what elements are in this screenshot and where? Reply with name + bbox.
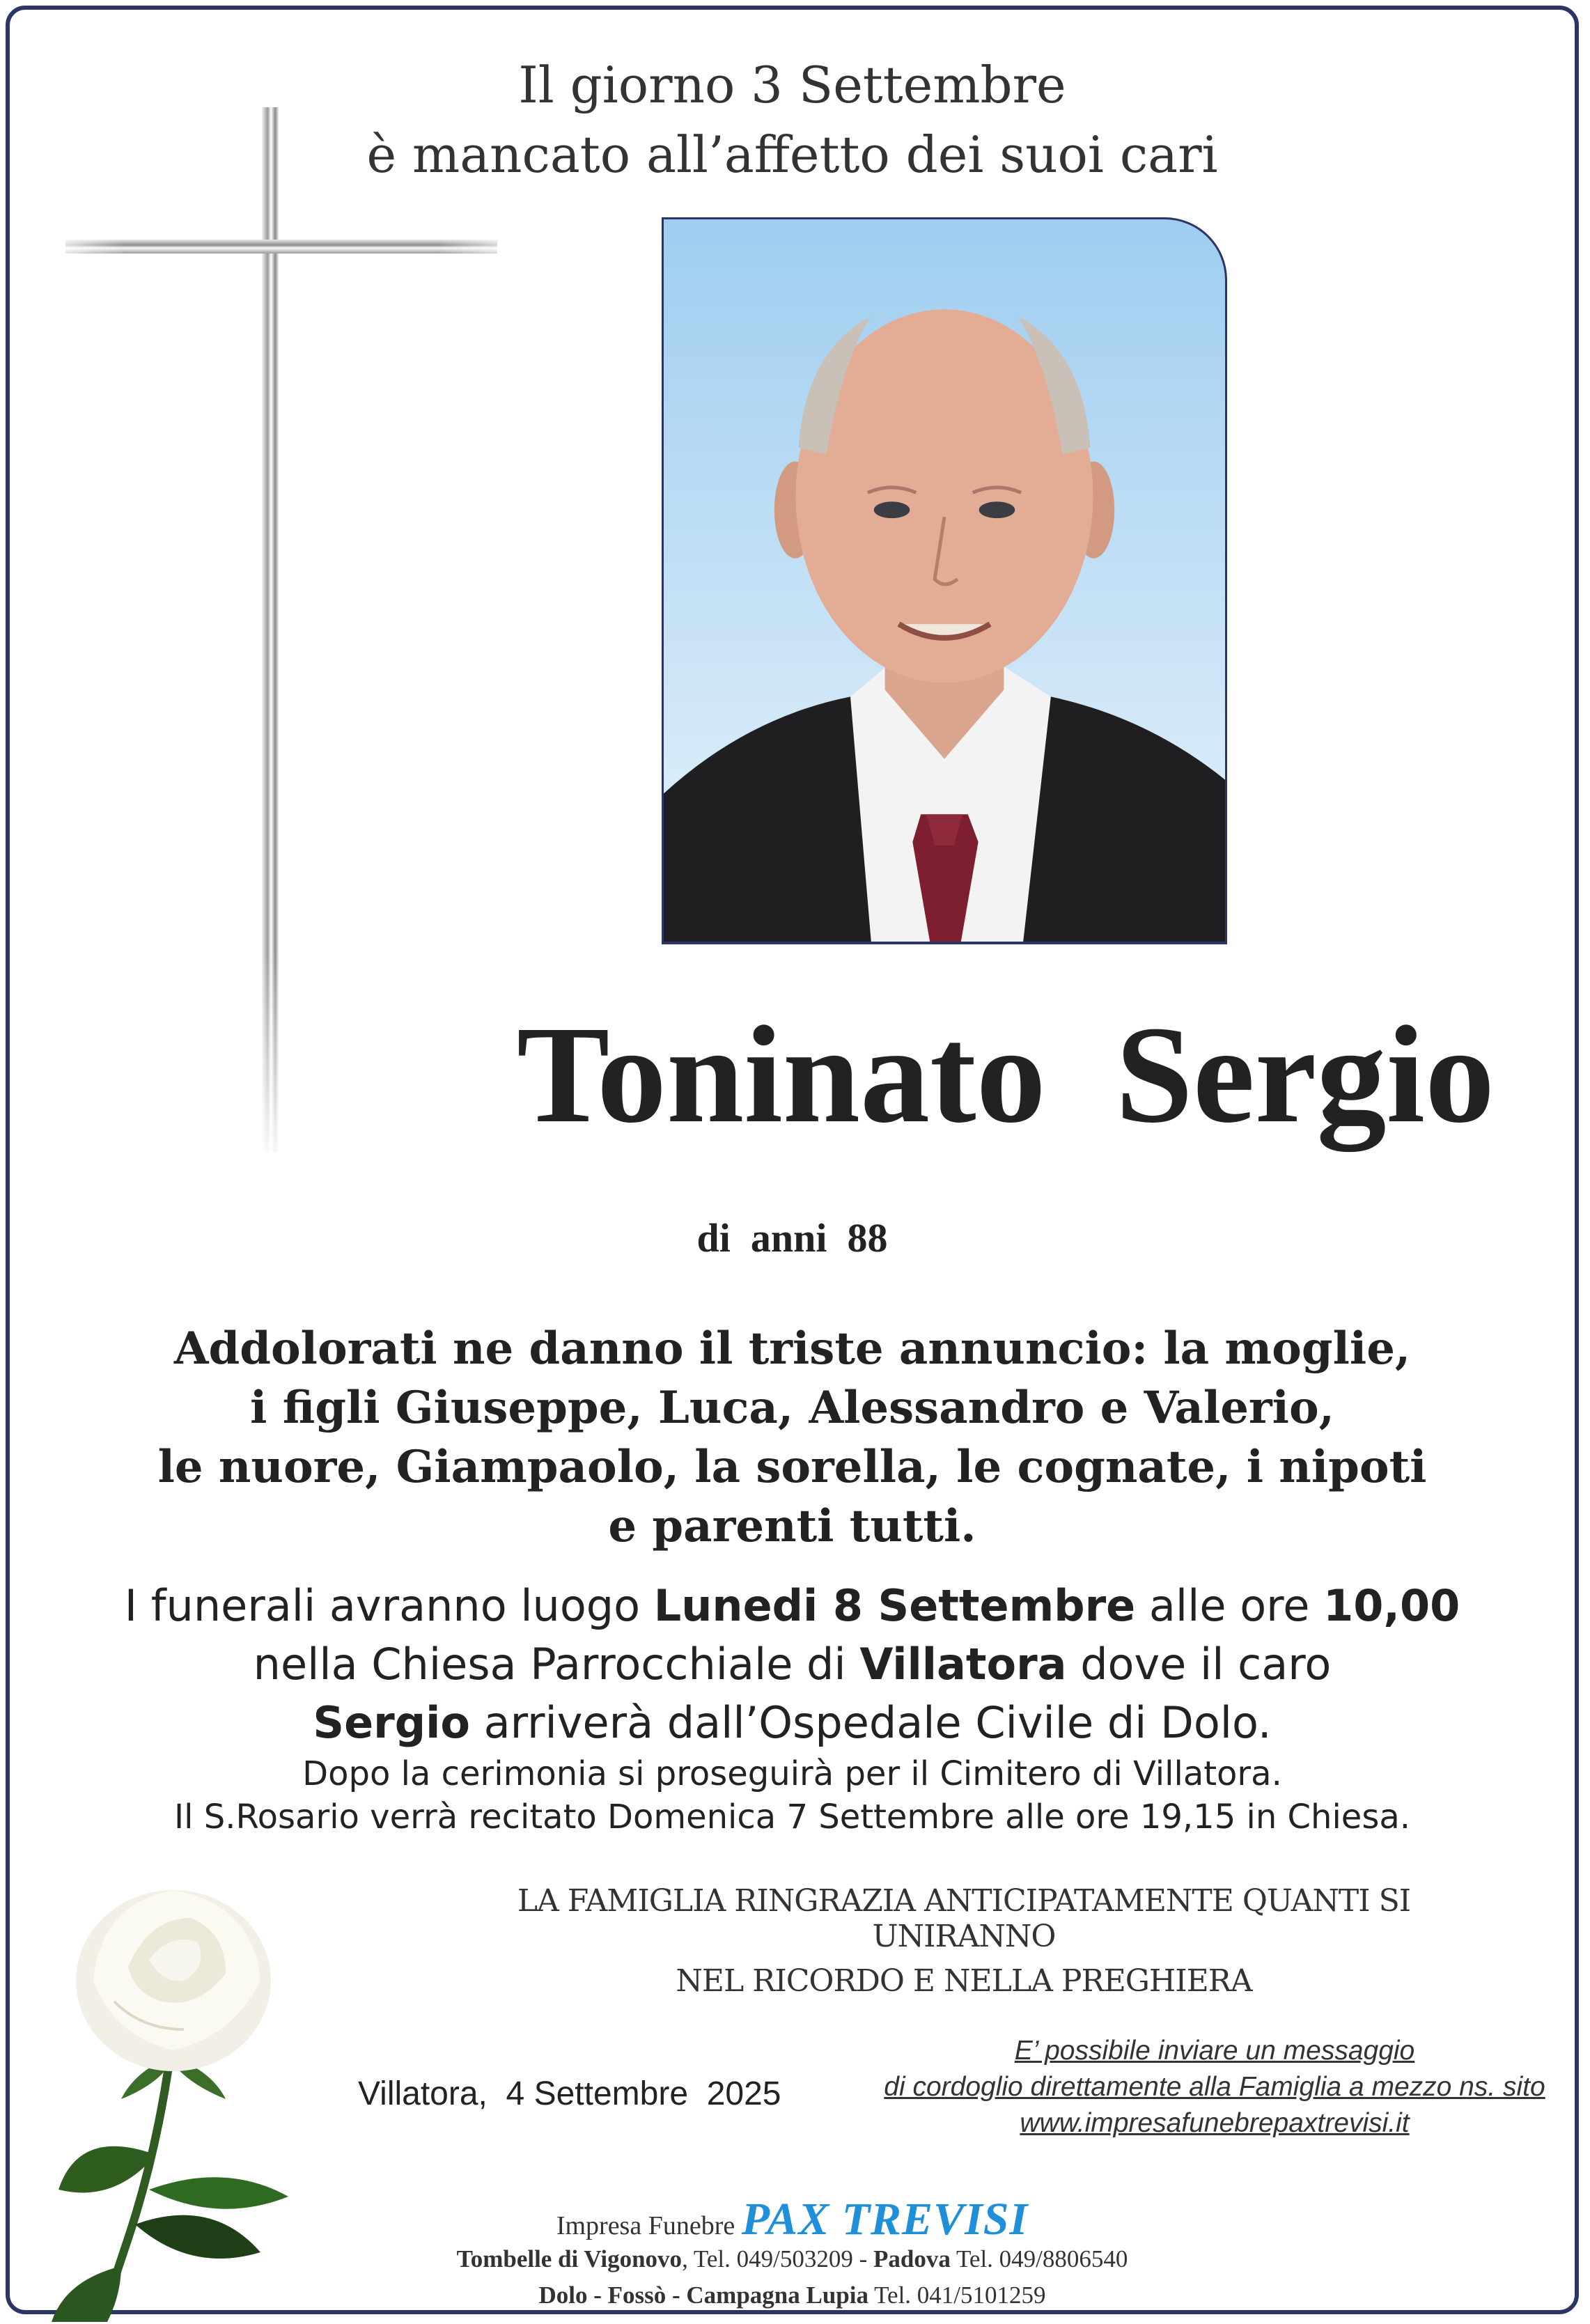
company-prefix: Impresa Funebre — [556, 2211, 742, 2240]
company-address-1 — [10, 2245, 1575, 2273]
location: Padova — [873, 2245, 951, 2272]
funeral-details — [10, 1577, 1575, 1839]
location: Dolo - Fossò - Campagna Lupia — [538, 2282, 868, 2309]
text: nella Chiesa Parrocchiale di — [253, 1639, 860, 1690]
funeral-place: Villatora — [859, 1639, 1067, 1690]
intro-line-1: Il giorno 3 Settembre — [518, 56, 1066, 114]
message-line-2: di cordoglio direttamente alla Famiglia a mezzo ns. sito — [884, 2072, 1545, 2102]
company-address-2 — [10, 2282, 1575, 2309]
funeral-line-5: Il S.Rosario verrà recitato Domenica 7 Settembre alle ore 19,15 in Chiesa. — [174, 1797, 1410, 1836]
announcement-line: le nuore, Giampaolo, la sorella, le cognate, i nipoti — [157, 1441, 1427, 1493]
text: arriverà dall’Ospedale Civile di Dolo. — [469, 1697, 1272, 1748]
location: Tombelle di Vigonovo — [456, 2245, 683, 2272]
announcement-line: e parenti tutti. — [608, 1500, 976, 1552]
funeral-line-3 — [10, 1694, 1575, 1752]
thanks-line-1: LA FAMIGLIA RINGRAZIA ANTICIPATAMENTE QUANTI SI UNIRANNO — [517, 1883, 1411, 1954]
text: dove il caro — [1066, 1639, 1332, 1690]
condolence-message-info — [859, 2033, 1570, 2142]
place-and-date: Villatora, 4 Settembre 2025 — [358, 2075, 781, 2112]
phone: Tel. 049/8806540 — [950, 2245, 1128, 2272]
text: I funerali avranno luogo — [124, 1580, 654, 1631]
phone: Tel. 041/5101259 — [868, 2282, 1046, 2309]
funeral-line-2 — [10, 1635, 1575, 1694]
website-link[interactable]: www.impresafunebrepaxtrevisi.it — [1020, 2108, 1410, 2138]
first-name: Sergio — [313, 1697, 470, 1748]
thanks-line-2: NEL RICORDO E NELLA PREGHIERA — [676, 1963, 1252, 1999]
phone: , Tel. 049/503209 - — [682, 2245, 874, 2272]
funeral-line-1 — [10, 1577, 1575, 1635]
announcement-text — [10, 1319, 1575, 1556]
intro-line-2: è mancato all’affetto dei suoi cari — [366, 125, 1218, 184]
funeral-day: Lunedi 8 Settembre — [653, 1580, 1136, 1631]
announcement-line: i figli Giuseppe, Luca, Alessandro e Valerio, — [250, 1382, 1334, 1434]
funeral-line-4: Dopo la cerimonia si proseguirà per il Cimitero di Villatora. — [302, 1754, 1282, 1793]
deceased-name: Toninato Sergio — [516, 998, 1495, 1152]
funeral-company — [10, 2193, 1575, 2246]
obituary-notice — [6, 6, 1579, 2314]
announcement-line: Addolorati ne danno il triste annuncio: la moglie, — [173, 1323, 1411, 1375]
text: alle ore — [1135, 1580, 1324, 1631]
funeral-time: 10,00 — [1323, 1580, 1460, 1631]
portrait-photo — [662, 217, 1227, 944]
message-line-1: E’ possibile inviare un messaggio — [1014, 2036, 1415, 2066]
company-brand: PAX TREVISI — [741, 2194, 1029, 2245]
deceased-age: di anni 88 — [696, 1215, 888, 1261]
